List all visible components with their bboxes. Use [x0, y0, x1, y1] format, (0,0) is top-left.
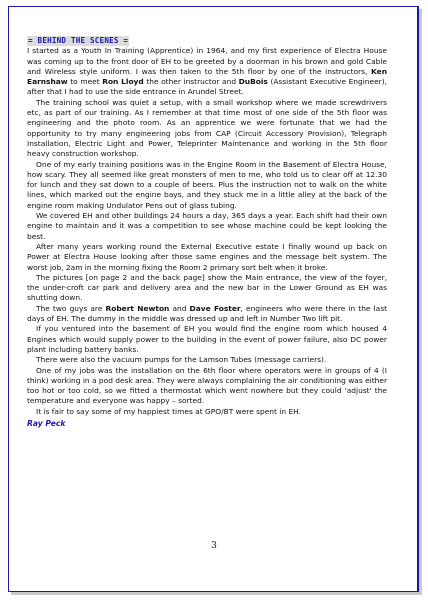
article-body [27, 46, 387, 417]
paragraph-text: After many years working round the External Executive estate I finally wound up back on Power at Electra House looking after those same engines and the message belt system. The worst job, 2am in the morning fixing the Room 2 primary sort belt when it broke. [27, 241, 387, 272]
paragraph-text: The pictures [on page 2 and the back page] show the Main entrance, the view of the foyer, the under-croft car park and delivery area and the new bar in the Lower Ground as EH was shutting down. [27, 272, 387, 303]
person-name: Ron Lloyd [102, 77, 144, 87]
paragraph-text: There were also the vacuum pumps for the Lamson Tubes (message carriers). [36, 355, 327, 365]
body-paragraph [27, 160, 387, 211]
paragraph-text: We covered EH and other buildings 24 hours a day, 365 days a year. Each shift had their own engine to maintain and it was a competition to see whose machine could be kept looking the best. [27, 211, 387, 241]
body-paragraph [27, 46, 387, 97]
person-name: Ken Earnshaw [27, 66, 387, 87]
author-signature: Ray Peck [27, 418, 66, 428]
person-name: DuBois [238, 77, 268, 87]
paragraph-text: and [169, 303, 190, 313]
body-paragraph [27, 324, 387, 355]
body-paragraph [27, 366, 387, 407]
paragraph-text: , engineers who were there in the last days of EH. The dummy in the middle was dressed up and left in Number Two lift pit. [27, 303, 387, 324]
article-heading: = BEHIND THE SCENES = [28, 36, 129, 45]
paragraph-text: One of my jobs was the installation on the 6th floor where operators were in groups of 4 (I think) working in a pod desk area. They were always complaining the air conditioning was either too hot or too cold, so we fitted a thermostat which went nowhere but they could 'adjust' the temperature and everyone was happy – sorted. [27, 365, 387, 406]
page-number: 3 [211, 541, 217, 551]
paragraph-text: It is fair to say some of my happiest times at GPO/BT were spent in EH. [36, 406, 301, 416]
person-name: Dave Foster [189, 303, 241, 313]
paragraph-text: One of my early training positions was in the Engine Room in the Basement of Electra House, how scary. They all seemed like great monsters of men to me, who told us to clear off at 12.30 for lunch and they sat down to a couple of beers. Plus the instruction not to walk on the white lines, which marked out the engine bays, and they stuck me in a little alley at the back of the engine room making Undulator Pens out of glass tubing. [27, 159, 387, 210]
body-paragraph [27, 407, 387, 417]
paragraph-text: The training school was quiet a setup, with a small workshop where we made screwdrivers etc, as part of our training. As I remember at that time most of one side of the 5th floor was engineering and the photo room. As an apprentice we were fortunate that we had the opportunity to try many engineering jobs from CAP (Circuit Accessory Provision), Telegraph Installation, Electric Light and Power, Teleprinter Maintenance and working in the 5th floor heavy construction workshop. [27, 97, 387, 159]
article [27, 36, 387, 429]
person-name: Robert Newton [105, 303, 170, 313]
body-paragraph [27, 304, 387, 325]
paragraph-text: (Assistant Executive Engineer), after that I had to use the side entrance in Arundel Street. [27, 77, 387, 97]
paragraph-text: The two guys are [36, 303, 106, 313]
paragraph-text: to meet [67, 77, 103, 87]
body-paragraph [27, 98, 387, 160]
body-paragraph [27, 273, 387, 304]
body-paragraph [27, 211, 387, 242]
paragraph-text: I started as a Youth In Training (Apprentice) in 1964, and my first experience of Electra House was coming up to the front door of EH to be greeted by a doorman in his brown and gold Cable and Wireless style uniform. I was then taken to the 5th floor by one of the instructors, [27, 46, 387, 76]
paragraph-text: the other instructor and [143, 77, 239, 87]
body-paragraph [27, 242, 387, 273]
paragraph-text: If you ventured into the basement of EH you would find the engine room which housed 4 Engines which would supply power to the building in the event of power failure, also DC power plant including battery banks. [27, 324, 387, 354]
body-paragraph [27, 355, 387, 365]
